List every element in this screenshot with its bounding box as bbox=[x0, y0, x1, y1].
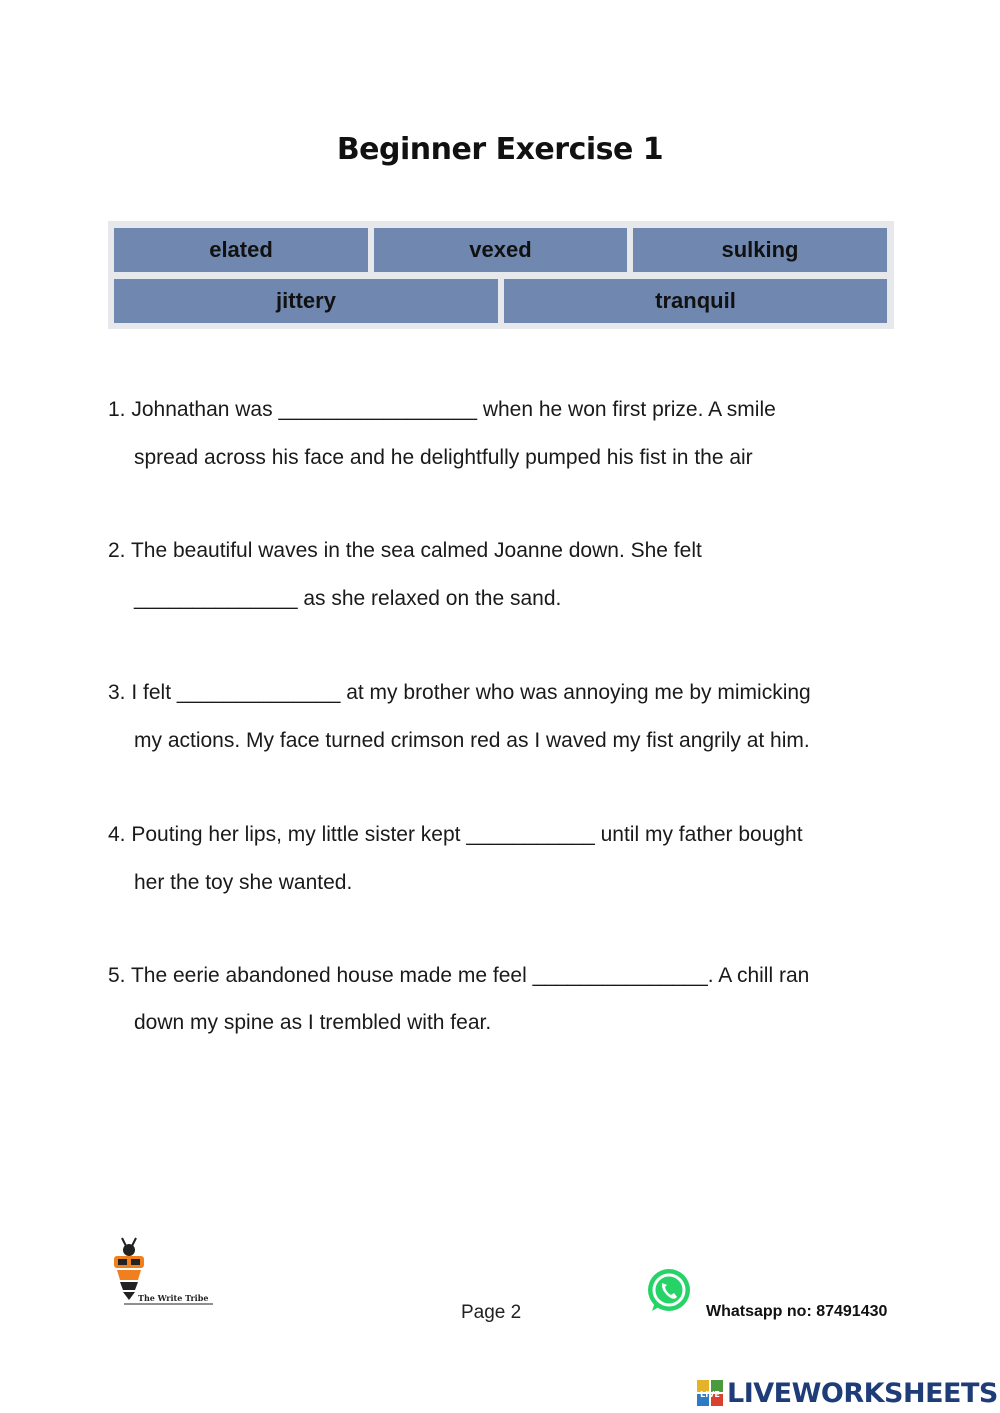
question-line: 5. The eerie abandoned house made me feel _______________. A chill ran bbox=[108, 964, 810, 987]
question-line: 2. The beautiful waves in the sea calmed Joanne down. She felt bbox=[108, 539, 702, 562]
question-line: 3. I felt ______________ at my brother who was annoying me by mimicking bbox=[108, 681, 811, 704]
brand-badge: LIVE bbox=[700, 1390, 720, 1399]
question-line: 1. Johnathan was _________________ when he won first prize. A smile bbox=[108, 398, 776, 421]
word-bank bbox=[108, 221, 894, 329]
word-bank-cell: elated bbox=[114, 228, 368, 272]
liveworksheets-logo-icon bbox=[697, 1380, 723, 1406]
whatsapp-icon bbox=[644, 1266, 694, 1316]
question-line: her the toy she wanted. bbox=[134, 871, 353, 894]
word-bank-cell: sulking bbox=[633, 228, 887, 272]
write-tribe-logo bbox=[108, 1234, 218, 1310]
question-line: ______________ as she relaxed on the sand. bbox=[134, 587, 562, 610]
page-title: Beginner Exercise 1 bbox=[336, 132, 664, 167]
page-number: Page 2 bbox=[461, 1302, 522, 1323]
question-line: down my spine as I trembled with fear. bbox=[134, 1011, 492, 1034]
liveworksheets-brand bbox=[697, 1376, 998, 1410]
word-bank-cell: jittery bbox=[114, 279, 498, 323]
whatsapp-number: Whatsapp no: 87491430 bbox=[706, 1303, 888, 1320]
word-bank-cell: vexed bbox=[374, 228, 627, 272]
logo-caption: The Write Tribe bbox=[138, 1293, 209, 1303]
liveworksheets-wordmark: LIVEWORKSHEETS bbox=[727, 1377, 998, 1409]
question-line: my actions. My face turned crimson red as I waved my fist angrily at him. bbox=[134, 729, 810, 752]
question-line: spread across his face and he delightfully pumped his fist in the air bbox=[134, 446, 753, 469]
question-line: 4. Pouting her lips, my little sister kept ___________ until my father bought bbox=[108, 823, 803, 846]
word-bank-cell: tranquil bbox=[504, 279, 887, 323]
